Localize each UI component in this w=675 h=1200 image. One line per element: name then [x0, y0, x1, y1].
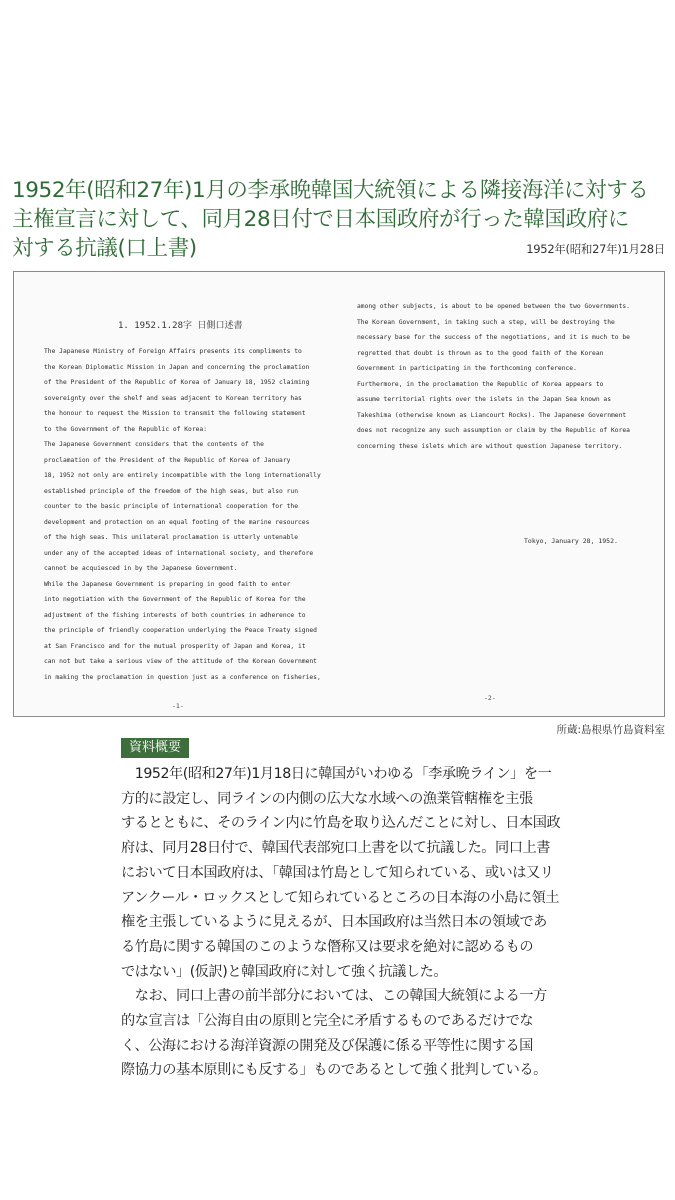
scan-line: at San Francisco and for the mutual prosperity of Japan and Korea, it	[44, 642, 306, 650]
summary-line: る竹島に関する韓国のこのような僭称又は要求を絶対に認めるもの	[121, 938, 534, 955]
scan-page-number: -1-	[172, 702, 184, 710]
collection-credit: 所蔵:島根県竹島資料室	[556, 724, 665, 736]
heading-line: 主権宣言に対して、同月28日付で日本国政府が行った韓国政府に	[12, 207, 629, 232]
scan-line: among other subjects, is about to be opened between the two Governments.	[357, 303, 630, 310]
scan-line: assume territorial rights over the islets in the Japan Sea known as	[357, 396, 612, 403]
summary-line: 1952年(昭和27年)1月18日に韓国がいわゆる「李承晩ライン」を一	[121, 766, 552, 782]
scan-line: Takeshima (otherwise known as Liancourt Rocks). The Japanese Government	[357, 411, 627, 419]
scan-line: The Korean Government, in taking such a step, will be destroying the	[357, 318, 615, 326]
scan-line: While the Japanese Government is preparing in good faith to enter	[44, 580, 291, 588]
scan-line: development and protection on an equal footing of the marine resources	[44, 518, 310, 526]
scan-line: 18, 1952 not only are entirely incompatible with the long internationally	[44, 472, 321, 479]
scan-line: established principle of the freedom of the high seas, but also run	[44, 487, 299, 495]
scan-line: The Japanese Ministry of Foreign Affairs presents its compliments to	[44, 348, 302, 355]
summary-line: 際協力の基本原則にも反する」ものであるとして強く批判している。	[121, 1062, 547, 1079]
scan-line: does not recognize any such assumption or claim by the Republic of Korea	[357, 427, 630, 434]
scan-line: cannot be acquiesced in by the Japanese Government.	[44, 565, 238, 572]
summary-line: アンクール・ロックスとして知られているところの日本海の小島に領土	[121, 889, 560, 906]
scan-line: Furthermore, in the proclamation the Republic of Korea appears to	[357, 380, 604, 388]
scan-left-column	[44, 344, 321, 685]
scan-line: necessary base for the success of the negotiations, and it is much to be	[357, 334, 630, 341]
scan-line: The Japanese Government considers that the contents of the	[44, 441, 264, 448]
summary-line: において日本国政府は、「韓国は竹島として知られている、或いは又リ	[121, 864, 554, 881]
scan-line: to the Government of the Republic of Korea:	[44, 425, 208, 433]
summary-line: 権を主張しているように見えるが、日本国政府は当然日本の領域であ	[121, 914, 547, 931]
scan-line: regretted that doubt is thrown as to the good faith of the Korean	[357, 349, 604, 357]
scan-line: can not but take a serious view of the attitude of the Korean Government	[44, 658, 317, 665]
summary-line: く、公海における海洋資源の開発及び保護に係る平等性に関する国	[121, 1037, 533, 1054]
scan-line: of the President of the Republic of Korea of January 18, 1952 claiming	[44, 379, 310, 386]
summary-line: するとともに、そのライン内に竹島を取り込んだことに対し、日本国政	[121, 815, 561, 832]
scan-line: in making the proclamation in question just as a conference on fisheries,	[44, 673, 321, 681]
scan-line: of the high seas. This unilateral proclamation is utterly untenable	[44, 534, 299, 541]
summary-line: なお、同口上書の前半部分においては、この韓国大統領による一方	[121, 988, 547, 1005]
summary-line: 的な宣言は「公海自由の原則と完全に矛盾するものであるだけでな	[121, 1013, 534, 1030]
scan-signature-line: Tokyo, January 28, 1952.	[524, 537, 618, 545]
scan-line: concerning these islets which are without question Japanese territory.	[357, 442, 623, 450]
scan-line: into negotiation with the Government of the Republic of Korea for the	[44, 596, 306, 603]
scan-line: adjustment of the fishing interests of both countries in adherence to	[44, 611, 306, 619]
scan-line: counter to the basic principle of international cooperation for the	[44, 503, 299, 510]
heading-line: 1952年(昭和27年)1月の李承晩韓国大統領による隣接海洋に対する	[12, 178, 649, 203]
summary-line: 府は、同月28日付で、韓国代表部宛口上書を以て抗議した。同口上書	[121, 840, 550, 857]
summary-line: 方的に設定し、同ラインの内側の広大な水域への漁業管轄権を主張	[121, 790, 533, 807]
scan-line: the principle of friendly cooperation underlying the Peace Treaty signed	[44, 627, 317, 634]
scan-line: Government in participating in the forthcoming conference.	[357, 365, 577, 372]
summary-text	[121, 762, 666, 1083]
scan-line: proclamation of the President of the Republic of Korea of January	[44, 456, 291, 464]
scan-line: sovereignty over the shelf and seas adjacent to Korean territory has	[44, 394, 302, 402]
scan-line: the Korean Diplomatic Mission in Japan and concerning the proclamation	[44, 363, 310, 371]
summary-line: ではない」(仮訳)と韓国政府に対して強く抗議した。	[121, 963, 448, 980]
scan-title: 1. 1952.1.28字 日側口述書	[118, 321, 243, 331]
scan-line: the honour to request the Mission to transmit the following statement	[44, 410, 306, 417]
heading-line: 対する抗議(口上書)	[12, 236, 197, 261]
scan-line: under any of the accepted ideas of international society, and therefore	[44, 549, 314, 557]
scan-page-number: -2-	[484, 694, 496, 702]
scan-right-column	[357, 299, 630, 454]
summary-label: 資料概要	[121, 738, 189, 758]
document-date: 1952年(昭和27年)1月28日	[526, 242, 665, 256]
